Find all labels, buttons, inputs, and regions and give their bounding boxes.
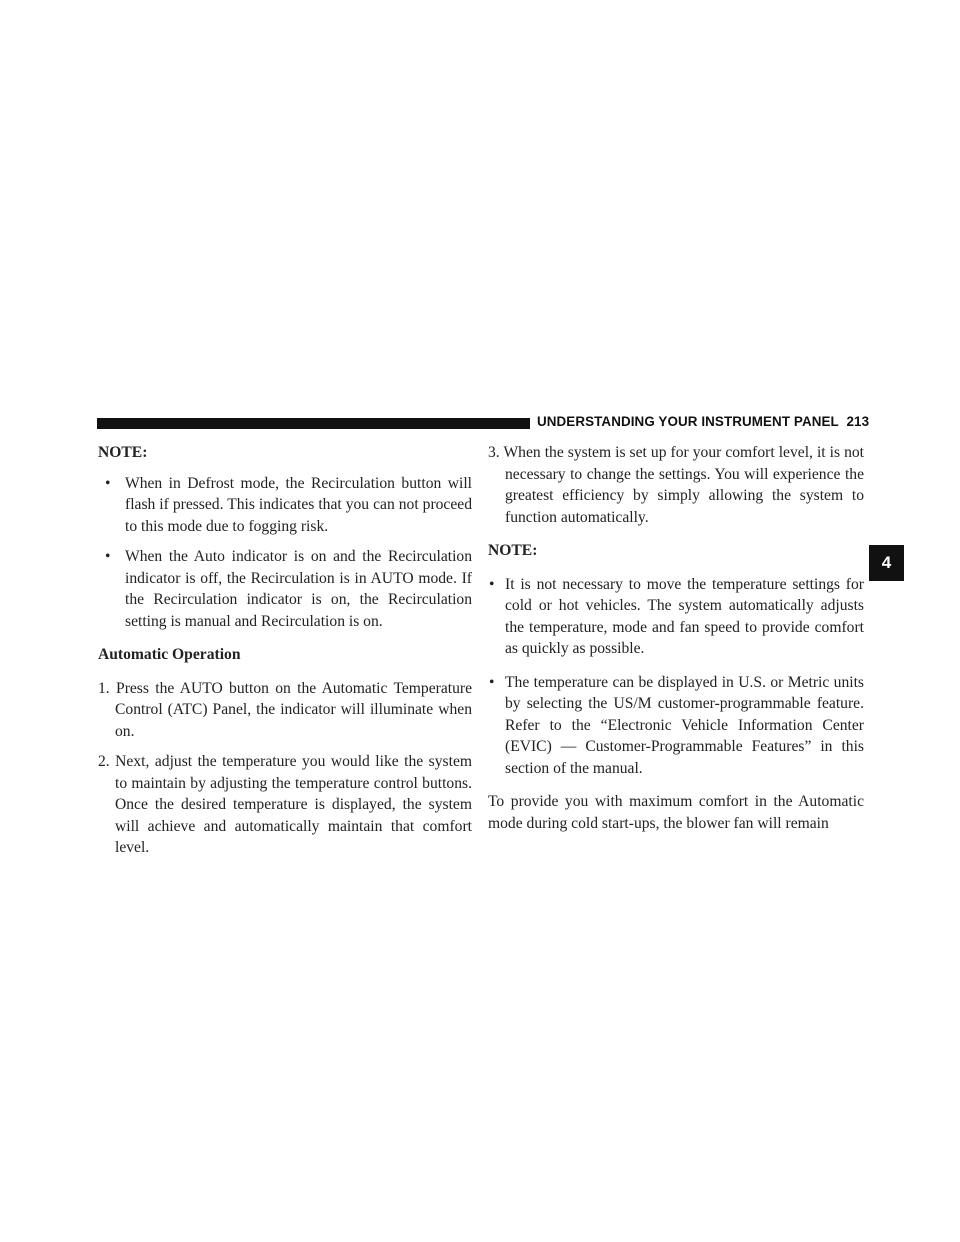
bullet-icon: • <box>105 474 111 492</box>
step-item: 1. Press the AUTO button on the Automatic Temperature Control (ATC) Panel, the indicator will illuminate when on. <box>98 679 473 740</box>
note-label: NOTE: <box>98 444 148 461</box>
bullet-icon: • <box>489 673 495 691</box>
note-bullet: • The temperature can be displayed in U.S. or Metric units by selecting the US/M customer-programmable feature. Refer to the “Electronic Vehicle Information Center (EVIC) — Customer-Programmable Features” in this section of the manual. <box>489 673 864 777</box>
note-bullet: • When the Auto indicator is on and the Recirculation indicator is off, the Recirculation is in AUTO mode. If the Recirculation indicator is on, the Recirculation setting is manual and Recirculation is on. <box>105 548 472 630</box>
right-column <box>488 442 864 834</box>
body-paragraph: To provide you with maximum comfort in the Automatic mode during cold start-ups, the blower fan will remain <box>488 793 864 832</box>
note-bullet: • It is not necessary to move the temperature settings for cold or hot vehicles. The system automatically adjusts the temperature, mode and fan speed to provide comfort as quickly as possible. <box>489 575 864 657</box>
step-number: 2. <box>98 753 110 770</box>
bullet-icon: • <box>105 548 111 565</box>
left-column <box>98 442 472 859</box>
chapter-tab: 4 <box>869 545 904 581</box>
note-label: NOTE: <box>488 542 538 559</box>
step-number: 3. <box>488 444 500 461</box>
step-item: 3. When the system is set up for your comfort level, it is not necessary to change the settings. You will experience the greatest efficiency by simply allowing the system to function automatically. <box>488 444 864 526</box>
running-header <box>537 414 869 429</box>
page-number: 213 <box>846 414 870 429</box>
header-title: UNDERSTANDING YOUR INSTRUMENT PANEL <box>537 414 839 429</box>
step-number: 1. <box>98 679 110 697</box>
header-rule <box>97 418 530 429</box>
section-heading: Automatic Operation <box>98 646 241 663</box>
step-item: 2. Next, adjust the temperature you would like the system to maintain by adjusting the temperature control buttons. Once the desired temperature is displayed, the system will achieve and automatically maintain that comfort level. <box>98 753 472 856</box>
bullet-icon: • <box>489 575 495 593</box>
note-bullet: • When in Defrost mode, the Recirculation button will flash if pressed. This indicates that you can not proceed to this mode due to fogging risk. <box>105 474 472 535</box>
